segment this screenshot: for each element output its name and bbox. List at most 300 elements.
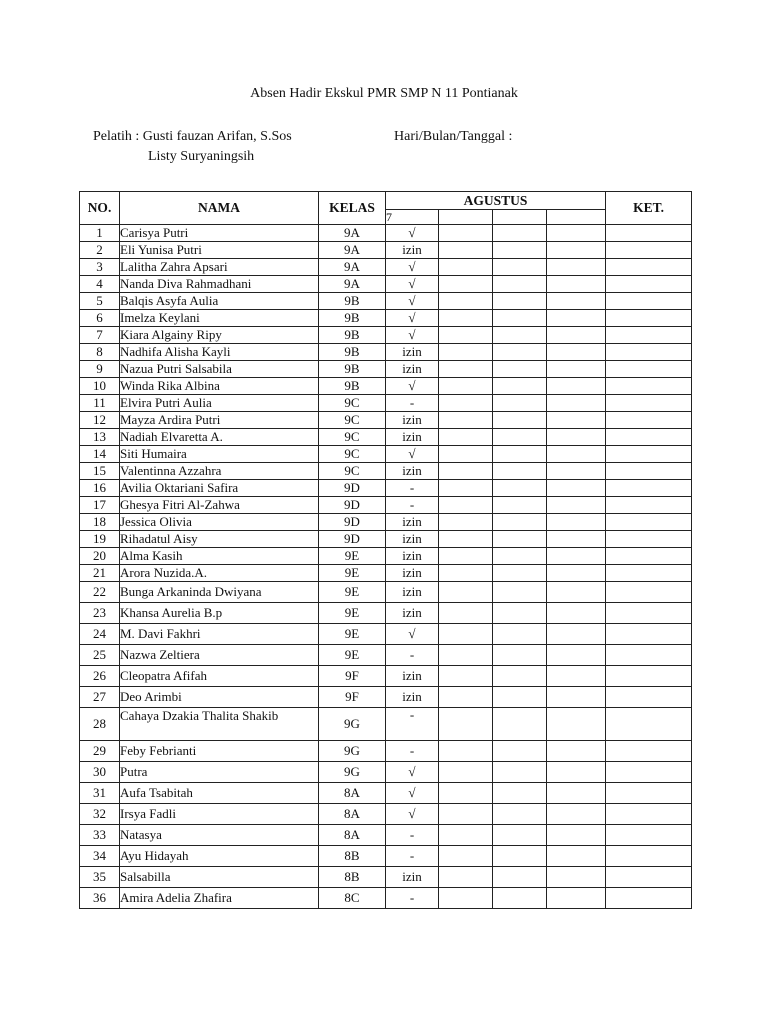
row-number: 8 [80, 344, 120, 361]
student-class: 9D [319, 514, 386, 531]
student-class: 9E [319, 624, 386, 645]
student-name: Rihadatul Aisy [120, 531, 319, 548]
student-name: Irsya Fadli [120, 804, 319, 825]
attendance-cell-empty [439, 276, 493, 293]
row-number: 18 [80, 514, 120, 531]
col-note-header: KET. [606, 192, 692, 225]
attendance-cell-empty [547, 344, 606, 361]
attendance-mark: izin [386, 687, 439, 708]
note-cell [606, 582, 692, 603]
note-cell [606, 310, 692, 327]
attendance-cell-empty [439, 867, 493, 888]
attendance-mark: - [386, 395, 439, 412]
student-class: 9B [319, 378, 386, 395]
attendance-cell-empty [439, 825, 493, 846]
row-number: 4 [80, 276, 120, 293]
attendance-cell-empty [439, 645, 493, 666]
table-row [80, 687, 692, 708]
table-row [80, 603, 692, 624]
student-class: 9A [319, 242, 386, 259]
attendance-cell-empty [493, 259, 547, 276]
attendance-cell-empty [493, 293, 547, 310]
attendance-mark: izin [386, 867, 439, 888]
attendance-cell-empty [439, 741, 493, 762]
table-row [80, 327, 692, 344]
attendance-cell-empty [493, 463, 547, 480]
student-name: Natasya [120, 825, 319, 846]
attendance-cell-empty [439, 582, 493, 603]
attendance-mark: √ [386, 624, 439, 645]
student-class: 9E [319, 645, 386, 666]
note-cell [606, 361, 692, 378]
attendance-cell-empty [547, 888, 606, 909]
table-row [80, 497, 692, 514]
attendance-cell-empty [547, 687, 606, 708]
attendance-cell-empty [493, 378, 547, 395]
coach-label: Pelatih : Gusti fauzan Arifan, S.Sos [93, 129, 292, 144]
attendance-cell-empty [493, 888, 547, 909]
attendance-cell-empty [547, 867, 606, 888]
attendance-mark: - [386, 888, 439, 909]
attendance-cell-empty [439, 888, 493, 909]
attendance-cell-empty [493, 624, 547, 645]
student-class: 9G [319, 741, 386, 762]
attendance-cell-empty [547, 825, 606, 846]
attendance-cell-empty [547, 429, 606, 446]
attendance-cell-empty [493, 603, 547, 624]
student-class: 9B [319, 310, 386, 327]
student-class: 9E [319, 548, 386, 565]
attendance-cell-empty [439, 624, 493, 645]
note-cell [606, 463, 692, 480]
row-number: 2 [80, 242, 120, 259]
attendance-mark: √ [386, 446, 439, 463]
student-class: 8A [319, 804, 386, 825]
note-cell [606, 666, 692, 687]
note-cell [606, 762, 692, 783]
attendance-mark: izin [386, 344, 439, 361]
table-row [80, 867, 692, 888]
student-class: 9B [319, 344, 386, 361]
student-class: 9D [319, 531, 386, 548]
attendance-mark: izin [386, 531, 439, 548]
row-number: 29 [80, 741, 120, 762]
row-number: 36 [80, 888, 120, 909]
note-cell [606, 429, 692, 446]
student-class: 9A [319, 225, 386, 242]
table-row [80, 242, 692, 259]
note-cell [606, 497, 692, 514]
attendance-cell-empty [439, 259, 493, 276]
attendance-cell-empty [439, 497, 493, 514]
row-number: 14 [80, 446, 120, 463]
attendance-cell-empty [493, 310, 547, 327]
attendance-mark: izin [386, 242, 439, 259]
attendance-cell-empty [493, 412, 547, 429]
attendance-cell-empty [439, 293, 493, 310]
student-name: Nazua Putri Salsabila [120, 361, 319, 378]
attendance-cell-empty [493, 565, 547, 582]
row-number: 12 [80, 412, 120, 429]
date-column-1: 7 [386, 210, 439, 225]
attendance-cell-empty [547, 762, 606, 783]
row-number: 34 [80, 846, 120, 867]
note-cell [606, 412, 692, 429]
attendance-cell-empty [547, 531, 606, 548]
attendance-cell-empty [493, 867, 547, 888]
attendance-cell-empty [439, 361, 493, 378]
attendance-cell-empty [439, 548, 493, 565]
attendance-cell-empty [493, 276, 547, 293]
student-name: Nadiah Elvaretta A. [120, 429, 319, 446]
attendance-cell-empty [547, 582, 606, 603]
row-number: 31 [80, 783, 120, 804]
attendance-mark: - [386, 480, 439, 497]
row-number: 21 [80, 565, 120, 582]
note-cell [606, 395, 692, 412]
attendance-cell-empty [493, 242, 547, 259]
col-name-header: NAMA [120, 192, 319, 225]
attendance-cell-empty [439, 603, 493, 624]
table-row [80, 378, 692, 395]
note-cell [606, 783, 692, 804]
student-class: 8B [319, 846, 386, 867]
row-number: 9 [80, 361, 120, 378]
attendance-cell-empty [547, 242, 606, 259]
student-name: Mayza Ardira Putri [120, 412, 319, 429]
attendance-cell-empty [547, 708, 606, 741]
attendance-cell-empty [547, 783, 606, 804]
attendance-mark: izin [386, 548, 439, 565]
attendance-mark: √ [386, 259, 439, 276]
student-name: Carisya Putri [120, 225, 319, 242]
attendance-mark: √ [386, 310, 439, 327]
attendance-cell-empty [493, 361, 547, 378]
attendance-mark: izin [386, 514, 439, 531]
attendance-cell-empty [547, 624, 606, 645]
attendance-cell-empty [439, 514, 493, 531]
note-cell [606, 242, 692, 259]
row-number: 25 [80, 645, 120, 666]
table-row [80, 708, 692, 741]
student-class: 9B [319, 361, 386, 378]
attendance-cell-empty [493, 429, 547, 446]
attendance-mark: √ [386, 762, 439, 783]
attendance-cell-empty [493, 327, 547, 344]
table-row [80, 582, 692, 603]
student-class: 9E [319, 582, 386, 603]
row-number: 20 [80, 548, 120, 565]
note-cell [606, 708, 692, 741]
student-name: Salsabilla [120, 867, 319, 888]
row-number: 3 [80, 259, 120, 276]
table-row [80, 645, 692, 666]
row-number: 23 [80, 603, 120, 624]
attendance-cell-empty [493, 645, 547, 666]
table-row [80, 463, 692, 480]
attendance-cell-empty [547, 378, 606, 395]
date-column-3 [493, 210, 547, 225]
attendance-cell-empty [547, 327, 606, 344]
attendance-cell-empty [439, 446, 493, 463]
attendance-cell-empty [547, 225, 606, 242]
attendance-cell-empty [547, 645, 606, 666]
note-cell [606, 624, 692, 645]
note-cell [606, 825, 692, 846]
note-cell [606, 804, 692, 825]
attendance-cell-empty [547, 548, 606, 565]
attendance-cell-empty [493, 531, 547, 548]
student-class: 8B [319, 867, 386, 888]
date-label: Hari/Bulan/Tanggal : [394, 129, 513, 144]
attendance-mark: √ [386, 378, 439, 395]
student-name: Valentinna Azzahra [120, 463, 319, 480]
attendance-cell-empty [547, 603, 606, 624]
attendance-cell-empty [493, 514, 547, 531]
student-class: 9A [319, 259, 386, 276]
student-class: 8A [319, 825, 386, 846]
row-number: 28 [80, 708, 120, 741]
attendance-cell-empty [493, 497, 547, 514]
table-row [80, 783, 692, 804]
attendance-mark: √ [386, 327, 439, 344]
table-row [80, 514, 692, 531]
student-name: Bunga Arkaninda Dwiyana [120, 582, 319, 603]
note-cell [606, 531, 692, 548]
row-number: 26 [80, 666, 120, 687]
attendance-mark: izin [386, 361, 439, 378]
note-cell [606, 344, 692, 361]
note-cell [606, 603, 692, 624]
attendance-cell-empty [439, 708, 493, 741]
row-number: 17 [80, 497, 120, 514]
student-class: 9B [319, 327, 386, 344]
note-cell [606, 276, 692, 293]
student-name: Feby Febrianti [120, 741, 319, 762]
table-row [80, 531, 692, 548]
attendance-cell-empty [439, 565, 493, 582]
row-number: 24 [80, 624, 120, 645]
row-number: 6 [80, 310, 120, 327]
attendance-cell-empty [493, 480, 547, 497]
attendance-cell-empty [547, 361, 606, 378]
attendance-cell-empty [493, 344, 547, 361]
attendance-cell-empty [547, 497, 606, 514]
student-name: Siti Humaira [120, 446, 319, 463]
note-cell [606, 687, 692, 708]
attendance-cell-empty [439, 378, 493, 395]
attendance-cell-empty [547, 395, 606, 412]
attendance-cell-empty [547, 565, 606, 582]
table-row [80, 412, 692, 429]
student-class: 9D [319, 480, 386, 497]
table-row [80, 666, 692, 687]
attendance-cell-empty [493, 741, 547, 762]
student-name: Avilia Oktariani Safira [120, 480, 319, 497]
attendance-cell-empty [439, 463, 493, 480]
student-name: Nanda Diva Rahmadhani [120, 276, 319, 293]
student-name: Imelza Keylani [120, 310, 319, 327]
attendance-mark: √ [386, 783, 439, 804]
student-name: Amira Adelia Zhafira [120, 888, 319, 909]
student-name: M. Davi Fakhri [120, 624, 319, 645]
row-number: 19 [80, 531, 120, 548]
row-number: 15 [80, 463, 120, 480]
attendance-cell-empty [547, 480, 606, 497]
note-cell [606, 565, 692, 582]
attendance-cell-empty [547, 412, 606, 429]
student-name: Deo Arimbi [120, 687, 319, 708]
table-row [80, 429, 692, 446]
student-name: Nazwa Zeltiera [120, 645, 319, 666]
student-class: 9C [319, 463, 386, 480]
student-name: Alma Kasih [120, 548, 319, 565]
attendance-cell-empty [493, 762, 547, 783]
table-row [80, 361, 692, 378]
student-name: Eli Yunisa Putri [120, 242, 319, 259]
attendance-mark: √ [386, 225, 439, 242]
table-row [80, 310, 692, 327]
coach-second-name: Listy Suryaningsih [148, 149, 255, 164]
attendance-mark: - [386, 645, 439, 666]
table-row [80, 624, 692, 645]
student-class: 9E [319, 565, 386, 582]
col-class-header: KELAS [319, 192, 386, 225]
table-row [80, 548, 692, 565]
attendance-cell-empty [547, 293, 606, 310]
student-name: Putra [120, 762, 319, 783]
attendance-cell-empty [547, 514, 606, 531]
attendance-cell-empty [439, 225, 493, 242]
student-name: Ayu Hidayah [120, 846, 319, 867]
attendance-cell-empty [547, 846, 606, 867]
table-row [80, 565, 692, 582]
student-name: Cahaya Dzakia Thalita Shakib [120, 708, 319, 741]
table-row [80, 446, 692, 463]
col-month-header: AGUSTUS [386, 192, 606, 210]
attendance-mark: - [386, 825, 439, 846]
note-cell [606, 378, 692, 395]
table-row [80, 293, 692, 310]
attendance-mark: - [386, 741, 439, 762]
attendance-cell-empty [493, 548, 547, 565]
attendance-cell-empty [439, 846, 493, 867]
table-row [80, 276, 692, 293]
attendance-cell-empty [547, 310, 606, 327]
attendance-cell-empty [493, 846, 547, 867]
student-class: 9E [319, 603, 386, 624]
row-number: 7 [80, 327, 120, 344]
note-cell [606, 846, 692, 867]
attendance-mark: izin [386, 582, 439, 603]
attendance-mark: izin [386, 412, 439, 429]
row-number: 5 [80, 293, 120, 310]
row-number: 16 [80, 480, 120, 497]
attendance-cell-empty [547, 276, 606, 293]
table-row [80, 741, 692, 762]
student-name: Arora Nuzida.A. [120, 565, 319, 582]
attendance-cell-empty [547, 259, 606, 276]
student-class: 9C [319, 395, 386, 412]
attendance-mark: - [386, 708, 439, 741]
student-name: Ghesya Fitri Al-Zahwa [120, 497, 319, 514]
attendance-cell-empty [493, 395, 547, 412]
student-class: 9D [319, 497, 386, 514]
date-column-2 [439, 210, 493, 225]
attendance-mark: - [386, 846, 439, 867]
attendance-cell-empty [439, 327, 493, 344]
attendance-cell-empty [493, 783, 547, 804]
row-number: 30 [80, 762, 120, 783]
attendance-cell-empty [439, 804, 493, 825]
row-number: 32 [80, 804, 120, 825]
note-cell [606, 259, 692, 276]
attendance-cell-empty [547, 666, 606, 687]
attendance-cell-empty [439, 762, 493, 783]
attendance-mark: √ [386, 293, 439, 310]
student-class: 9F [319, 666, 386, 687]
student-class: 9F [319, 687, 386, 708]
student-class: 8C [319, 888, 386, 909]
row-number: 35 [80, 867, 120, 888]
note-cell [606, 225, 692, 242]
student-class: 9B [319, 293, 386, 310]
student-class: 9C [319, 446, 386, 463]
attendance-cell-empty [439, 429, 493, 446]
attendance-mark: izin [386, 463, 439, 480]
attendance-cell-empty [439, 666, 493, 687]
table-row [80, 395, 692, 412]
student-name: Lalitha Zahra Apsari [120, 259, 319, 276]
note-cell [606, 446, 692, 463]
attendance-cell-empty [439, 344, 493, 361]
attendance-table [79, 191, 692, 909]
student-name: Elvira Putri Aulia [120, 395, 319, 412]
student-name: Nadhifa Alisha Kayli [120, 344, 319, 361]
table-row [80, 804, 692, 825]
attendance-cell-empty [493, 225, 547, 242]
student-name: Khansa Aurelia B.p [120, 603, 319, 624]
date-column-4 [547, 210, 606, 225]
row-number: 10 [80, 378, 120, 395]
student-name: Jessica Olivia [120, 514, 319, 531]
attendance-cell-empty [493, 666, 547, 687]
table-row [80, 480, 692, 497]
table-row [80, 344, 692, 361]
student-class: 8A [319, 783, 386, 804]
page-title: Absen Hadir Ekskul PMR SMP N 11 Pontianak [250, 86, 518, 101]
attendance-cell-empty [493, 446, 547, 463]
attendance-cell-empty [493, 804, 547, 825]
attendance-mark: izin [386, 565, 439, 582]
note-cell [606, 480, 692, 497]
note-cell [606, 888, 692, 909]
student-name: Cleopatra Afifah [120, 666, 319, 687]
row-number: 33 [80, 825, 120, 846]
note-cell [606, 548, 692, 565]
attendance-cell-empty [547, 741, 606, 762]
row-number: 22 [80, 582, 120, 603]
attendance-mark: izin [386, 429, 439, 446]
attendance-cell-empty [439, 783, 493, 804]
row-number: 27 [80, 687, 120, 708]
attendance-cell-empty [547, 804, 606, 825]
attendance-cell-empty [439, 310, 493, 327]
attendance-cell-empty [439, 531, 493, 548]
note-cell [606, 741, 692, 762]
row-number: 11 [80, 395, 120, 412]
row-number: 1 [80, 225, 120, 242]
